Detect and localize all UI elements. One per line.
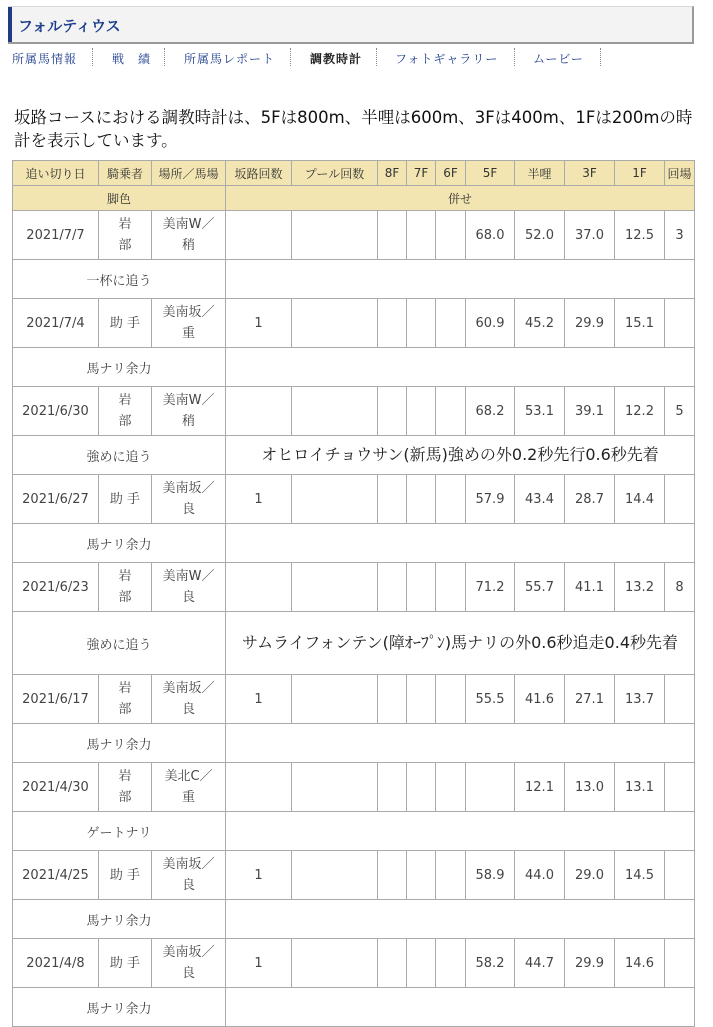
half-mile-cell: 44.7 [515,939,565,988]
f1-cell: 14.5 [615,851,665,900]
rider-cell: 岩 部 [99,387,152,436]
date-cell: 2021/6/30 [13,387,99,436]
table-row [13,475,695,524]
table-row [13,939,695,988]
table-subheader-row [13,186,695,211]
table-subrow [13,260,695,299]
date-cell: 2021/7/7 [13,211,99,260]
kaijo-cell [665,851,695,900]
nav-separator [600,48,601,66]
hanro-count-cell: 1 [226,675,292,724]
place-cell: 美南坂／ 良 [152,475,226,524]
training-times-body [13,211,695,1027]
f6-cell [436,475,466,524]
col-header-pool-count: プール回数 [292,161,378,186]
date-cell: 2021/6/23 [13,563,99,612]
col-header-5f: 5F [466,161,515,186]
place-cell: 美南W／ 良 [152,563,226,612]
table-row [13,563,695,612]
col-header-6f: 6F [436,161,466,186]
date-cell: 2021/7/4 [13,299,99,348]
half-mile-cell: 43.4 [515,475,565,524]
f5-cell [466,763,515,812]
f3-cell: 29.0 [565,851,615,900]
place-cell: 美南坂／ 重 [152,299,226,348]
header-accent-bar [8,7,12,42]
f8-cell [378,763,407,812]
half-mile-cell: 52.0 [515,211,565,260]
f1-cell: 13.7 [615,675,665,724]
f5-cell: 58.2 [466,939,515,988]
date-cell: 2021/4/25 [13,851,99,900]
date-cell: 2021/4/30 [13,763,99,812]
f6-cell [436,211,466,260]
f3-cell: 37.0 [565,211,615,260]
f8-cell [378,475,407,524]
f6-cell [436,851,466,900]
rider-cell: 助 手 [99,475,152,524]
table-row [13,675,695,724]
f8-cell [378,851,407,900]
nav-separator [290,48,291,66]
awase-cell [226,260,695,299]
awase-cell [226,348,695,387]
table-row [13,387,695,436]
awase-cell [226,812,695,851]
f3-cell: 28.7 [565,475,615,524]
f5-cell: 68.2 [466,387,515,436]
col-header-rider: 騎乗者 [99,161,152,186]
f7-cell [407,563,436,612]
pool-count-cell [292,851,378,900]
f6-cell [436,675,466,724]
half-mile-cell: 12.1 [515,763,565,812]
rider-cell: 岩 部 [99,563,152,612]
f3-cell: 27.1 [565,675,615,724]
table-row [13,851,695,900]
hanro-count-cell: 1 [226,475,292,524]
hanro-count-cell [226,763,292,812]
col-header-hanro-count: 坂路回数 [226,161,292,186]
table-row [13,299,695,348]
ashiiro-cell: 強めに追う [13,612,226,675]
ashiiro-cell: 馬ナリ余力 [13,348,226,387]
f7-cell [407,299,436,348]
col-header-1f: 1F [615,161,665,186]
awase-cell [226,988,695,1027]
kaijo-cell [665,939,695,988]
f5-cell: 58.9 [466,851,515,900]
rider-cell: 助 手 [99,939,152,988]
half-mile-cell: 44.0 [515,851,565,900]
col-header-kaijo: 回場 [665,161,695,186]
f5-cell: 68.0 [466,211,515,260]
pool-count-cell [292,211,378,260]
hanro-count-cell [226,563,292,612]
f3-cell: 41.1 [565,563,615,612]
awase-cell [226,900,695,939]
f7-cell [407,475,436,524]
col-header-3f: 3F [565,161,615,186]
f5-cell: 57.9 [466,475,515,524]
place-cell: 美南W／ 稍 [152,387,226,436]
pool-count-cell [292,939,378,988]
kaijo-cell [665,299,695,348]
kaijo-cell: 8 [665,563,695,612]
half-mile-cell: 41.6 [515,675,565,724]
page-title: フォルティウス [18,17,121,35]
f6-cell [436,763,466,812]
col-header-8f: 8F [378,161,407,186]
f6-cell [436,299,466,348]
pool-count-cell [292,387,378,436]
table-subrow [13,612,695,675]
f6-cell [436,387,466,436]
nav-separator [514,48,515,66]
pool-count-cell [292,475,378,524]
table-row [13,763,695,812]
nav-item-horse-report[interactable]: 所属馬レポート [184,52,276,66]
kaijo-cell [665,763,695,812]
half-mile-cell: 53.1 [515,387,565,436]
date-cell: 2021/6/27 [13,475,99,524]
col-header-date: 追い切り日 [13,161,99,186]
f1-cell: 15.1 [615,299,665,348]
table-subrow [13,436,695,475]
table-subrow [13,900,695,939]
rider-cell: 岩 部 [99,211,152,260]
f7-cell [407,939,436,988]
f5-cell: 55.5 [466,675,515,724]
table-subrow [13,348,695,387]
training-description: 坂路コースにおける調教時計は、5Fは800m、半哩は600m、3Fは400m、1Fは200mの時計を表示しています。 [14,108,693,150]
hanro-count-cell: 1 [226,939,292,988]
f1-cell: 14.6 [615,939,665,988]
col-header-7f: 7F [407,161,436,186]
rider-cell: 助 手 [99,299,152,348]
date-cell: 2021/6/17 [13,675,99,724]
f3-cell: 13.0 [565,763,615,812]
f1-cell: 13.1 [615,763,665,812]
nav-separator [92,48,93,66]
date-cell: 2021/4/8 [13,939,99,988]
f8-cell [378,675,407,724]
nav-separator [164,48,165,66]
pool-count-cell [292,763,378,812]
f6-cell [436,939,466,988]
f3-cell: 29.9 [565,299,615,348]
f8-cell [378,299,407,348]
table-subrow [13,988,695,1027]
table-subrow [13,524,695,563]
rider-cell: 岩 部 [99,675,152,724]
kaijo-cell [665,675,695,724]
rider-cell: 岩 部 [99,763,152,812]
awase-cell: サムライフォンテン(障ｵｰﾌﾟﾝ)馬ナリの外0.6秒追走0.4秒先着 [226,612,695,675]
f7-cell [407,387,436,436]
f7-cell [407,763,436,812]
place-cell: 美南坂／ 良 [152,851,226,900]
table-subrow [13,812,695,851]
f1-cell: 14.4 [615,475,665,524]
ashiiro-cell: 一杯に追う [13,260,226,299]
f8-cell [378,563,407,612]
nav-separator [376,48,377,66]
ashiiro-cell: 馬ナリ余力 [13,724,226,763]
f5-cell: 60.9 [466,299,515,348]
col-header-place: 場所／馬場 [152,161,226,186]
awase-cell [226,724,695,763]
col-header-half-mile: 半哩 [515,161,565,186]
nav-item-training-times[interactable]: 調教時計 [310,52,363,66]
f8-cell [378,939,407,988]
nav-item-movie[interactable]: ムービー [533,52,584,66]
ashiiro-cell: 馬ナリ余力 [13,988,226,1027]
hanro-count-cell: 1 [226,299,292,348]
hanro-count-cell [226,387,292,436]
pool-count-cell [292,675,378,724]
half-mile-cell: 45.2 [515,299,565,348]
horse-nav [0,46,713,72]
col-header-awase: 併せ [226,186,695,211]
ashiiro-cell: 強めに追う [13,436,226,475]
table-row [13,211,695,260]
kaijo-cell [665,475,695,524]
f1-cell: 12.2 [615,387,665,436]
nav-item-photo-gallery[interactable]: フォトギャラリー [395,52,499,66]
ashiiro-cell: 馬ナリ余力 [13,900,226,939]
nav-item-race-record[interactable]: 戦 績 [112,52,152,66]
f1-cell: 13.2 [615,563,665,612]
kaijo-cell: 5 [665,387,695,436]
awase-cell [226,524,695,563]
ashiiro-cell: 馬ナリ余力 [13,524,226,563]
f1-cell: 12.5 [615,211,665,260]
ashiiro-cell: ゲートナリ [13,812,226,851]
kaijo-cell: 3 [665,211,695,260]
table-header-row [13,161,695,186]
hanro-count-cell [226,211,292,260]
place-cell: 美南坂／ 良 [152,675,226,724]
f3-cell: 29.9 [565,939,615,988]
f7-cell [407,211,436,260]
f8-cell [378,387,407,436]
table-subrow [13,724,695,763]
f3-cell: 39.1 [565,387,615,436]
col-header-ashiiro: 脚色 [13,186,226,211]
nav-item-horse-info[interactable]: 所属馬情報 [12,52,78,66]
f6-cell [436,563,466,612]
page-header [8,6,694,44]
f5-cell: 71.2 [466,563,515,612]
hanro-count-cell: 1 [226,851,292,900]
f7-cell [407,851,436,900]
training-times-table [12,160,695,1027]
rider-cell: 助 手 [99,851,152,900]
half-mile-cell: 55.7 [515,563,565,612]
pool-count-cell [292,299,378,348]
awase-cell: オヒロイチョウサン(新馬)強めの外0.2秒先行0.6秒先着 [226,436,695,475]
f8-cell [378,211,407,260]
place-cell: 美南W／ 稍 [152,211,226,260]
f7-cell [407,675,436,724]
place-cell: 美南坂／ 良 [152,939,226,988]
place-cell: 美北C／ 重 [152,763,226,812]
pool-count-cell [292,563,378,612]
